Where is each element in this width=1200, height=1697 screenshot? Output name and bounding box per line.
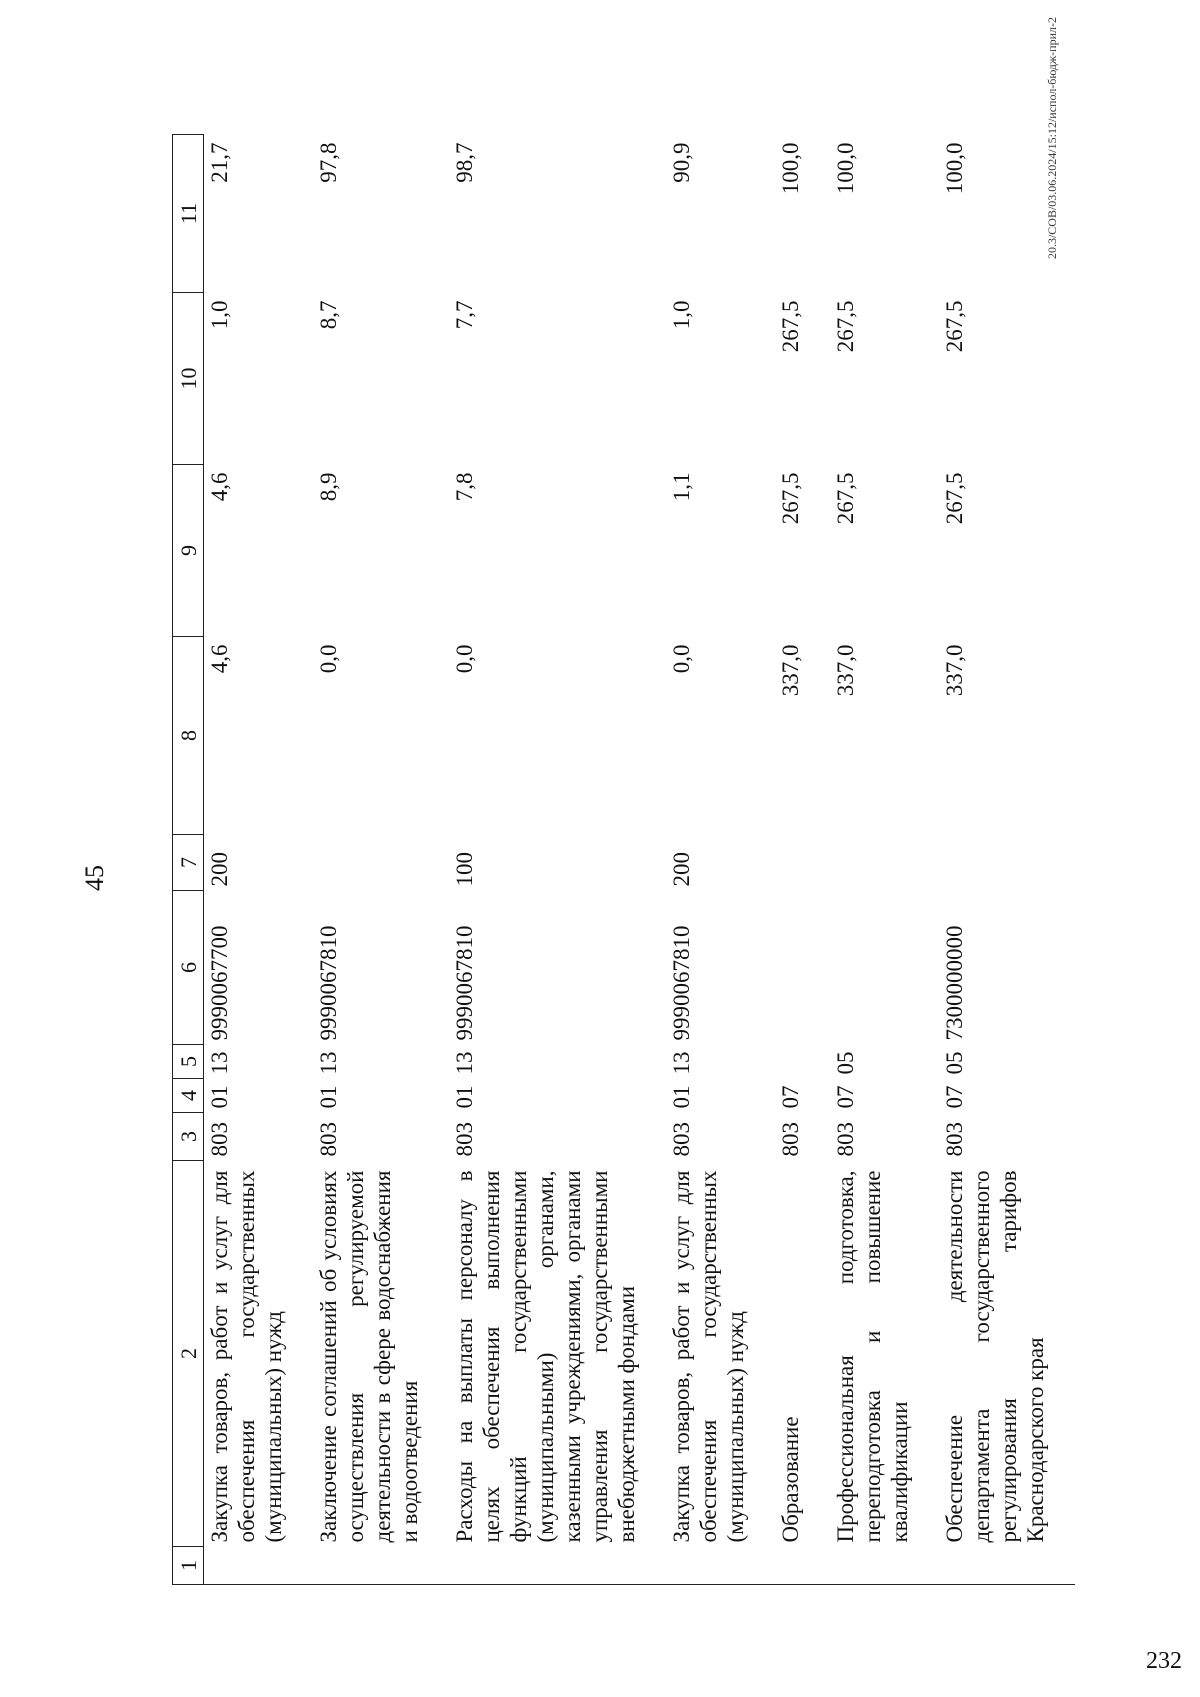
row-code-4: 07 xyxy=(833,1085,858,1109)
column-header: 9 xyxy=(173,465,204,637)
row-name: Закупка товаров, работ и услуг для обеспечения государственных (муниципальных) нужд xyxy=(207,1170,286,1543)
row-cell-col1 xyxy=(830,1547,939,1585)
row-code-3: 803 xyxy=(669,1122,694,1157)
table-row xyxy=(775,135,830,1585)
row-name: Профессиональная подготовка, переподготовка и повышение квалификации xyxy=(833,1170,912,1543)
row-code-4: 01 xyxy=(669,1085,694,1109)
row-code-7 xyxy=(775,835,830,891)
row-code-3: 803 xyxy=(207,1122,232,1157)
row-cell-col1 xyxy=(449,1547,666,1585)
row-code-6: 9990067810 xyxy=(669,925,694,1041)
row-name: Обеспечение деятельности департамента государственного регулирования тарифов Краснодарского края xyxy=(942,1170,1048,1543)
row-code-5: 13 xyxy=(207,1051,232,1075)
row-code-6 xyxy=(830,891,939,1045)
row-code-4: 07 xyxy=(778,1085,803,1109)
document-code: 20.3/СОВ/03.06.2024/15:12/испол-бюдж-прил-2 xyxy=(1045,17,1059,260)
row-value-10: 267,5 xyxy=(778,300,803,353)
row-value-11: 90,9 xyxy=(669,142,694,183)
row-value-10: 267,5 xyxy=(942,300,967,353)
table-row xyxy=(204,135,314,1585)
row-value-9: 1,1 xyxy=(669,472,694,502)
column-header: 2 xyxy=(173,1161,204,1547)
row-code-5: 05 xyxy=(942,1051,967,1075)
table-row xyxy=(313,135,449,1585)
row-code-5: 13 xyxy=(316,1051,341,1075)
row-value-11: 100,0 xyxy=(778,142,803,195)
row-value-8: 0,0 xyxy=(452,644,477,674)
row-value-8: 337,0 xyxy=(778,644,803,697)
row-value-11: 21,7 xyxy=(207,142,232,183)
row-code-3: 803 xyxy=(452,1122,477,1157)
row-code-4: 07 xyxy=(942,1085,967,1109)
row-code-6: 9990067810 xyxy=(316,925,341,1041)
table-row xyxy=(449,135,666,1585)
row-code-7 xyxy=(313,835,449,891)
row-code-7: 100 xyxy=(452,852,477,887)
row-code-3: 803 xyxy=(942,1122,967,1157)
row-value-8: 337,0 xyxy=(942,644,967,697)
column-header: 8 xyxy=(173,637,204,835)
row-code-4: 01 xyxy=(452,1085,477,1109)
column-header: 6 xyxy=(173,891,204,1045)
row-code-6 xyxy=(775,891,830,1045)
column-header: 3 xyxy=(173,1113,204,1161)
column-header: 7 xyxy=(173,835,204,891)
row-cell-col1 xyxy=(666,1547,775,1585)
row-value-9: 4,6 xyxy=(207,472,232,502)
row-value-9: 7,8 xyxy=(452,472,477,502)
row-code-6: 9990067810 xyxy=(452,925,477,1041)
table-row xyxy=(666,135,775,1585)
row-cell-col1 xyxy=(313,1547,449,1585)
row-value-8: 0,0 xyxy=(316,644,341,674)
row-value-11: 98,7 xyxy=(452,142,477,183)
row-value-10: 1,0 xyxy=(669,300,694,330)
row-code-4: 01 xyxy=(207,1085,232,1109)
row-name: Расходы на выплаты персоналу в целях обеспечения выполнения функций государственными (муниципальными) органами, казенными учреждениями, органами управления государственными внебюджетными фондами xyxy=(452,1170,639,1543)
row-value-9: 267,5 xyxy=(778,472,803,525)
row-value-10: 1,0 xyxy=(207,300,232,330)
row-name: Заключение соглашений об условиях осуществления регулируемой деятельности в сфере водоснабжения и водоотведения xyxy=(316,1170,422,1543)
row-value-9: 8,9 xyxy=(316,472,341,502)
row-name: Закупка товаров, работ и услуг для обеспечения государственных (муниципальных) нужд xyxy=(669,1170,748,1543)
row-code-3: 803 xyxy=(316,1122,341,1157)
column-header: 11 xyxy=(173,135,204,293)
budget-table xyxy=(172,134,1075,1585)
row-cell-col1 xyxy=(204,1547,314,1585)
row-value-10: 8,7 xyxy=(316,300,341,330)
row-code-3: 803 xyxy=(778,1122,803,1157)
row-value-11: 100,0 xyxy=(833,142,858,195)
row-value-8: 4,6 xyxy=(207,644,232,674)
row-value-11: 100,0 xyxy=(942,142,967,195)
row-code-7 xyxy=(939,835,1075,891)
row-value-9: 267,5 xyxy=(833,472,858,525)
table-row xyxy=(830,135,939,1585)
row-value-10: 7,7 xyxy=(452,300,477,330)
row-code-6: 9990067700 xyxy=(207,925,232,1041)
row-value-8: 337,0 xyxy=(833,644,858,697)
row-code-7: 200 xyxy=(669,852,694,887)
row-cell-col1 xyxy=(939,1547,1075,1585)
row-cell-col1 xyxy=(775,1547,830,1585)
row-value-9: 267,5 xyxy=(942,472,967,525)
row-code-5 xyxy=(775,1045,830,1079)
row-value-8: 0,0 xyxy=(669,644,694,674)
column-header: 4 xyxy=(173,1079,204,1113)
row-code-7: 200 xyxy=(207,852,232,887)
row-code-5: 13 xyxy=(452,1051,477,1075)
sheet-number: 232 xyxy=(1146,1648,1182,1674)
column-header: 10 xyxy=(173,293,204,465)
row-value-11: 97,8 xyxy=(316,142,341,183)
page-number: 45 xyxy=(80,865,109,891)
row-code-6: 7300000000 xyxy=(942,925,967,1041)
column-header: 5 xyxy=(173,1045,204,1079)
column-header: 1 xyxy=(173,1547,204,1585)
row-code-5: 13 xyxy=(669,1051,694,1075)
row-code-3: 803 xyxy=(833,1122,858,1157)
row-code-4: 01 xyxy=(316,1085,341,1109)
row-code-5: 05 xyxy=(833,1051,858,1075)
row-name: Образование xyxy=(778,1416,803,1543)
row-code-7 xyxy=(830,835,939,891)
row-value-10: 267,5 xyxy=(833,300,858,353)
column-number-row xyxy=(173,135,204,1585)
